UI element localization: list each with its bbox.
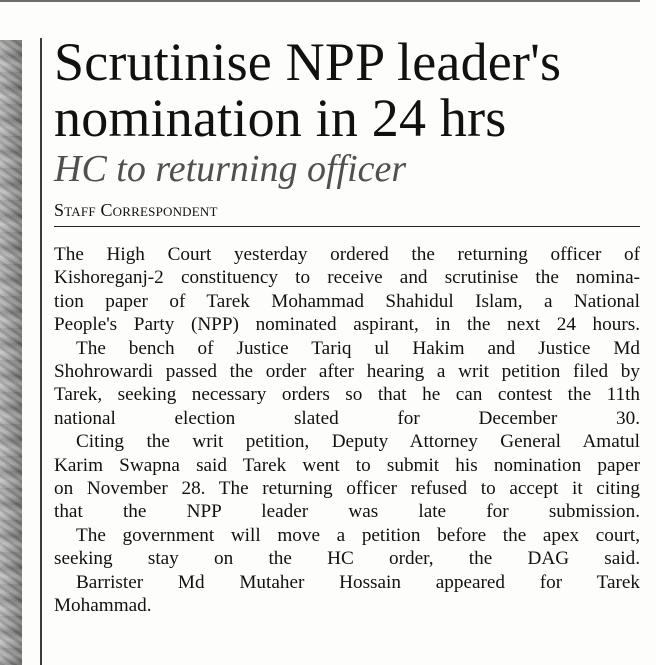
paragraph-line: tion paper of Tarek Mohammad Shahidul Islam, a National xyxy=(54,290,640,312)
paragraph-line: national election slated for December 30. xyxy=(54,407,640,429)
column-divider xyxy=(40,38,42,665)
article-body xyxy=(54,243,640,618)
paragraph-line: Kishoreganj-2 constituency to receive and scrutinise the nomina- xyxy=(54,267,640,289)
paragraph-line: Mohammad. xyxy=(54,595,152,617)
paragraph-line: Barrister Md Mutaher Hossain appeared for Tarek xyxy=(76,571,640,593)
paragraph-line: The bench of Justice Tariq ul Hakim and Justice Md xyxy=(76,337,640,359)
article-paragraph xyxy=(54,524,640,571)
top-divider xyxy=(0,0,640,2)
adjacent-column-photo-fragment xyxy=(0,40,22,665)
paragraph-line: The High Court yesterday ordered the returning officer of xyxy=(54,244,640,265)
headline-line: nomination in 24 hrs xyxy=(54,88,507,148)
paragraph-line: Shohrowardi passed the order after hearing a writ petition filed by xyxy=(54,361,640,383)
headline xyxy=(54,34,644,146)
article-paragraph xyxy=(54,337,640,431)
paragraph-line: Tarek, seeking necessary orders so that he can contest the 11th xyxy=(54,384,640,406)
article-paragraph xyxy=(54,571,640,618)
paragraph-line: Karim Swapna said Tarek went to submit his nomination paper xyxy=(54,454,640,476)
byline-divider xyxy=(54,226,640,227)
paragraph-line: The government will move a petition before the apex court, xyxy=(76,524,640,546)
byline: Staff Correspondent xyxy=(54,200,218,220)
subheadline: HC to returning officer xyxy=(54,148,407,190)
paragraph-line: People's Party (NPP) nominated aspirant, in the next 24 hours. xyxy=(54,314,640,336)
paragraph-line: Citing the writ petition, Deputy Attorney General Amatul xyxy=(76,431,640,453)
news-article xyxy=(54,34,644,618)
article-paragraph xyxy=(54,430,640,524)
article-paragraph xyxy=(54,243,640,337)
paragraph-line: seeking stay on the HC order, the DAG said. xyxy=(54,548,640,570)
paragraph-line: on November 28. The returning officer refused to accept it citing xyxy=(54,478,640,500)
headline-line: Scrutinise NPP leader's xyxy=(54,32,562,92)
paragraph-line: that the NPP leader was late for submission. xyxy=(54,501,640,523)
